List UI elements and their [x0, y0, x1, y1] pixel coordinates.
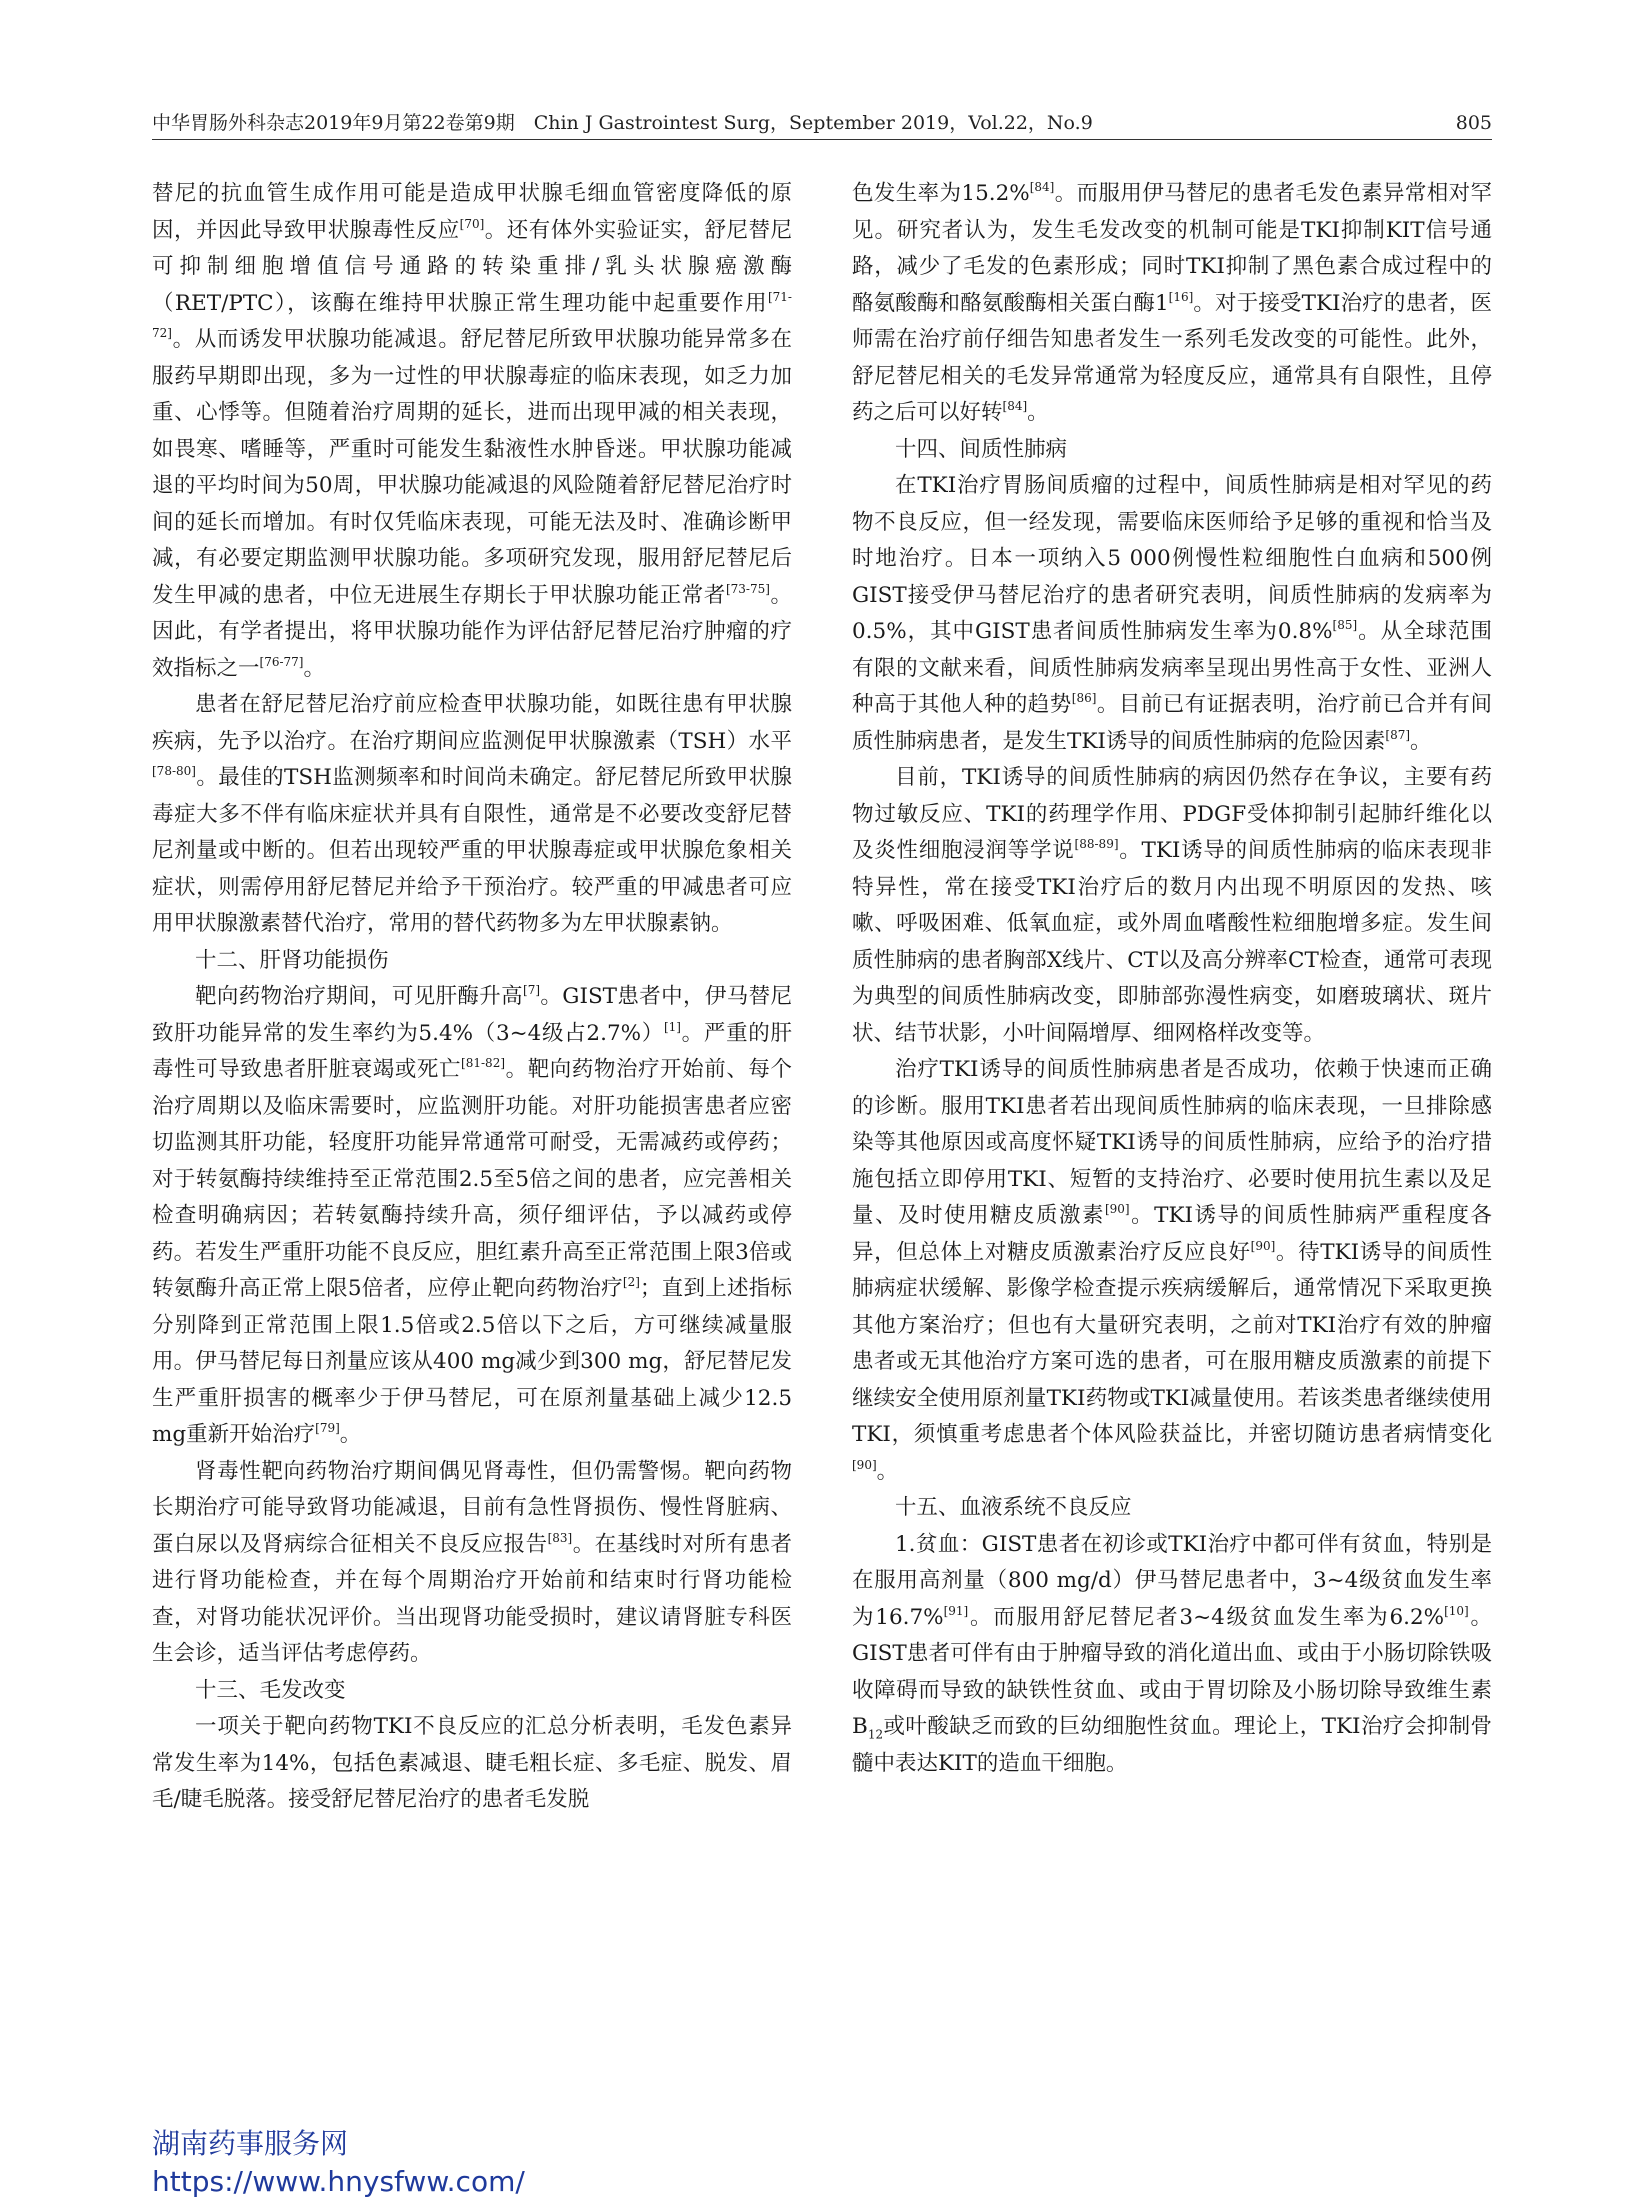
paragraph-thyroid-management: 患者在舒尼替尼治疗前应检查甲状腺功能，如既往患有甲状腺疾病，先予以治疗。在治疗期间应监测促甲状腺激素（TSH）水平[78-80]。最佳的TSH监测频率和时间尚未确定。舒尼替尼所致甲状腺毒症大多不伴有临床症状并具有自限性，通常是不必要改变舒尼替尼剂量或中断的。但若出现较严重的甲状腺毒症或甲状腺危象相关症状，则需停用舒尼替尼并给予干预治疗。较严重的甲减患者可应用甲状腺激素替代治疗，常用的替代药物多为左甲状腺素钠。	[152, 692, 792, 936]
watermark	[152, 2125, 525, 2201]
paragraph-hair: 一项关于靶向药物TKI不良反应的汇总分析表明，毛发色素异常发生率为14%，包括色素减退、睫毛粗长症、多毛症、脱发、眉毛/睫毛脱落。接受舒尼替尼治疗的患者毛发脱	[152, 1714, 792, 1812]
paragraph-anemia: 1.贫血：GIST患者在初诊或TKI治疗中都可伴有贫血，特别是在服用高剂量（800 mg/d）伊马替尼患者中，3~4级贫血发生率为16.7%[91]。而服用舒尼替尼者3~4级贫血发生率为6.2%[10]。GIST患者可伴有由于肿瘤导致的消化道出血、或由于小肠切除铁吸收障碍而导致的缺铁性贫血、或由于胃切除及小肠切除导致维生素$B_{12}$或叶酸缺乏而致的巨幼细胞性贫血。理论上，TKI治疗会抑制骨髓中表达KIT的造血干细胞。	[852, 1531, 1492, 1776]
section-heading-12: 十二、肝肾功能损伤	[195, 947, 389, 973]
page-number: 805	[1455, 112, 1492, 134]
citation: [83]	[547, 1530, 573, 1545]
citation: [10]	[1444, 1603, 1469, 1618]
subscript: 12	[867, 1727, 884, 1742]
citation: [73-75]	[725, 581, 770, 596]
citation: [85]	[1332, 618, 1358, 632]
citation: [90]	[1250, 1238, 1276, 1253]
section-heading-15: 十五、血液系统不良反应	[895, 1495, 1132, 1520]
citation: [88-89]	[1074, 837, 1119, 851]
citation: [70]	[459, 216, 485, 231]
citation: [81-82]	[461, 1056, 506, 1070]
citation: [2]	[622, 1275, 640, 1289]
citation: [76-77]	[259, 654, 304, 669]
citation: [91]	[943, 1603, 969, 1618]
journal-citation: 中华胃肠外科杂志2019年9月第22卷第9期 Chin J Gastrointest Surg，September 2019，Vol.22，No.9	[152, 112, 1093, 134]
citation: [90]	[1104, 1202, 1130, 1216]
citation: [90]	[852, 1457, 877, 1472]
paragraph-liver: 靶向药物治疗期间，可见肝酶升高[7]。GIST患者中，伊马替尼致肝功能异常的发生率约为5.4%（3~4级占2.7%）[1]。严重的肝毒性可导致患者肝脏衰竭或死亡[81-82]。靶向药物治疗开始前、每个治疗周期以及临床需要时，应监测肝功能。对肝功能损害患者应密切监测其肝功能，轻度肝功能异常通常可耐受，无需减药或停药；对于转氨酶持续维持至正常范围2.5至5倍之间的患者，应完善相关检查明确病因；若转氨酶持续升高，须仔细评估，予以减药或停药。若发生严重肝功能不良反应，胆红素升高至正常范围上限3倍或转氨酶升高正常上限5倍者，应停止靶向药物治疗[2]；直到上述指标分别降到正常范围上限1.5倍或2.5倍以下之后，方可继续减量服用。伊马替尼每日剂量应该从400 mg减少到300 mg，舒尼替尼发生严重肝损害的概率少于伊马替尼，可在原剂量基础上减少12.5 mg重新开始治疗[79]。	[152, 983, 792, 1447]
paragraph-ild-treatment: 治疗TKI诱导的间质性肺病患者是否成功，依赖于快速而正确的诊断。服用TKI患者若出现间质性肺病的临床表现，一旦排除感染等其他原因或高度怀疑TKI诱导的间质性肺病，应给予的治疗措施包括立即停用TKI、短暂的支持治疗、必要时使用抗生素以及足量、及时使用糖皮质激素[90]。TKI诱导的间质性肺病严重程度各异，但总体上对糖皮质激素治疗反应良好[90]。待TKI诱导的间质性肺病症状缓解、影像学检查提示疾病缓解后，通常情况下采取更换其他方案治疗；但也有大量研究表明，之前对TKI治疗有效的肿瘤患者或无其他治疗方案可选的患者，可在服用糖皮质激素的前提下继续安全使用原剂量TKI药物或TKI减量使用。若该类患者继续使用TKI，须慎重考虑患者个体风险获益比，并密切随访患者病情变化[90]。	[852, 1057, 1492, 1484]
watermark-site-name: 湖南药事服务网	[152, 2127, 349, 2160]
left-column	[152, 176, 792, 1819]
watermark-url[interactable]: https://www.hnysfww.com/	[152, 2165, 525, 2198]
citation: [16]	[1168, 289, 1194, 304]
header-rule	[152, 139, 1492, 140]
paragraph-kidney: 肾毒性靶向药物治疗期间偶见肾毒性，但仍需警惕。靶向药物长期治疗可能导致肾功能减退，目前有急性肾损伤、慢性肾脏病、蛋白尿以及肾病综合征相关不良反应报告[83]。在基线时对所有患者进行肾功能检查，并在每个周期治疗开始前和结束时行肾功能检查，对肾功能状况评价。当出现肾功能受损时，建议请肾脏专科医生会诊，适当评估考虑停药。	[152, 1458, 792, 1666]
citation: [84]	[1002, 399, 1028, 413]
citation: [87]	[1385, 727, 1411, 742]
section-heading-13: 十三、毛发改变	[195, 1677, 346, 1703]
paragraph-hair-continued: 色发生率为15.2%[84]。而服用伊马替尼的患者毛发色素异常相对罕见。研究者认为，发生毛发改变的机制可能是TKI抑制KIT信号通路，减少了毛发的色素形成；同时TKI抑制了黑色素合成过程中的酪氨酸酶和酪氨酸酶相关蛋白酶1[16]。对于接受TKI治疗的患者，医师需在治疗前仔细告知患者发生一系列毛发改变的可能性。此外，舒尼替尼相关的毛发异常通常为轻度反应，通常具有自限性，且停药之后可以好转[84]。	[852, 180, 1492, 425]
right-column	[852, 176, 1492, 1782]
citation: [1]	[663, 1019, 681, 1034]
citation: [71-72]	[152, 289, 792, 340]
citation: [78-80]	[152, 764, 196, 778]
paragraph-ild-etiology: 目前，TKI诱导的间质性肺病的病因仍然存在争议，主要有药物过敏反应、TKI的药理学作用、PDGF受体抑制引起肺纤维化以及炎性细胞浸润等学说[88-89]。TKI诱导的间质性肺病的临床表现非特异性，常在接受TKI治疗后的数月内出现不明原因的发热、咳嗽、呼吸困难、低氧血症，或外周血嗜酸性粒细胞增多症。发生间质性肺病的患者胸部X线片、CT以及高分辨率CT检查，通常可表现为典型的间质性肺病改变，即肺部弥漫性病变，如磨玻璃状、斑片状、结节状影，小叶间隔增厚、细网格样改变等。	[852, 765, 1492, 1046]
paragraph-ild-incidence: 在TKI治疗胃肠间质瘤的过程中，间质性肺病是相对罕见的药物不良反应，但一经发现，需要临床医师给予足够的重视和恰当及时地治疗。日本一项纳入5 000例慢性粒细胞性白血病和500例GIST接受伊马替尼治疗的患者研究表明，间质性肺病的发病率为0.5%，其中GIST患者间质性肺病发生率为0.8%[85]。从全球范围有限的文献来看，间质性肺病发病率呈现出男性高于女性、亚洲人种高于其他人种的趋势[86]。目前已有证据表明，治疗前已合并有间质性肺病患者，是发生TKI诱导的间质性肺病的危险因素[87]。	[852, 473, 1492, 754]
citation: [84]	[1029, 180, 1055, 194]
running-head	[152, 108, 1492, 138]
citation: [86]	[1071, 691, 1097, 705]
citation: [79]	[315, 1421, 340, 1435]
section-heading-14: 十四、间质性肺病	[895, 436, 1068, 462]
paragraph-thyroid-mechanism: 替尼的抗血管生成作用可能是造成甲状腺毛细血管密度降低的原因，并因此导致甲状腺毒性反应[70]。还有体外实验证实，舒尼替尼可抑制细胞增值信号通路的转染重排/乳头状腺癌激酶（RET/PTC），该酶在维持甲状腺正常生理功能中起重要作用[71-72]。从而诱发甲状腺功能减退。舒尼替尼所致甲状腺功能异常多在服药早期即出现，多为一过性的甲状腺毒症的临床表现，如乏力加重、心悸等。但随着治疗周期的延长，进而出现甲减的相关表现，如畏寒、嗜睡等，严重时可能发生黏液性水肿昏迷。甲状腺功能减退的平均时间为50周，甲状腺功能减退的风险随着舒尼替尼治疗时间的延长而增加。有时仅凭临床表现，可能无法及时、准确诊断甲减，有必要定期监测甲状腺功能。多项研究发现，服用舒尼替尼后发生甲减的患者，中位无进展生存期长于甲状腺功能正常者[73-75]。因此，有学者提出，将甲状腺功能作为评估舒尼替尼治疗肿瘤的疗效指标之一[76-77]。	[152, 181, 792, 681]
citation: [7]	[523, 983, 541, 997]
